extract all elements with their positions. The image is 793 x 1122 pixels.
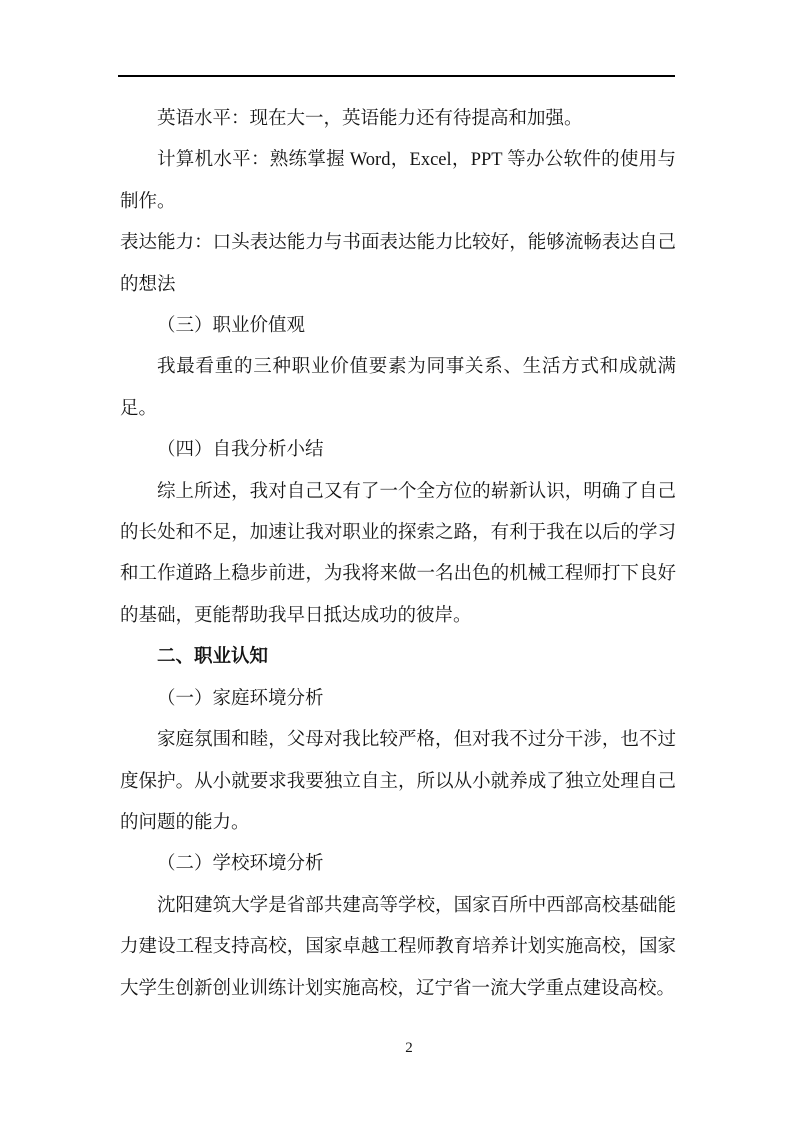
paragraph: （一）家庭环境分析 — [157, 688, 324, 709]
section-heading: 二、职业认知 — [157, 647, 269, 668]
paragraph: （三）职业价值观 — [157, 316, 306, 337]
paragraph: 计算机水平：熟练掌握 Word，Excel，PPT 等办公软件的使用与制作。 — [120, 150, 676, 212]
paragraph: 英语水平：现在大一，英语能力还有待提高和加强。 — [157, 109, 583, 129]
paragraph: 综上所述，我对自己又有了一个全方位的崭新认识，明确了自己的长处和不足，加速让我对职业的探索之路，有利于我在以后的学习和工作道路上稳步前进，为我将来做一名出色的机械工程师打下良好的基础，更能帮助我早日抵达成功的彼岸。 — [120, 481, 676, 626]
paragraph: （二）学校环境分析 — [157, 854, 324, 875]
document-body — [120, 99, 676, 1010]
paragraph: （四）自我分析小结 — [157, 440, 324, 461]
header-rule — [118, 75, 675, 77]
page-number: 2 — [405, 1040, 413, 1056]
paragraph: 沈阳建筑大学是省部共建高等学校，国家百所中西部高校基础能力建设工程支持高校，国家卓越工程师教育培养计划实施高校，国家大学生创新创业训练计划实施高校，辽宁省一流大学重点建设高校。 — [120, 895, 676, 999]
paragraph: 表达能力：口头表达能力与书面表达能力比较好，能够流畅表达自己的想法 — [120, 233, 676, 295]
paragraph: 我最看重的三种职业价值要素为同事关系、生活方式和成就满足。 — [120, 357, 676, 419]
paragraph: 家庭氛围和睦，父母对我比较严格，但对我不过分干涉，也不过度保护。从小就要求我要独立自主，所以从小就养成了独立处理自己的问题的能力。 — [120, 730, 676, 833]
